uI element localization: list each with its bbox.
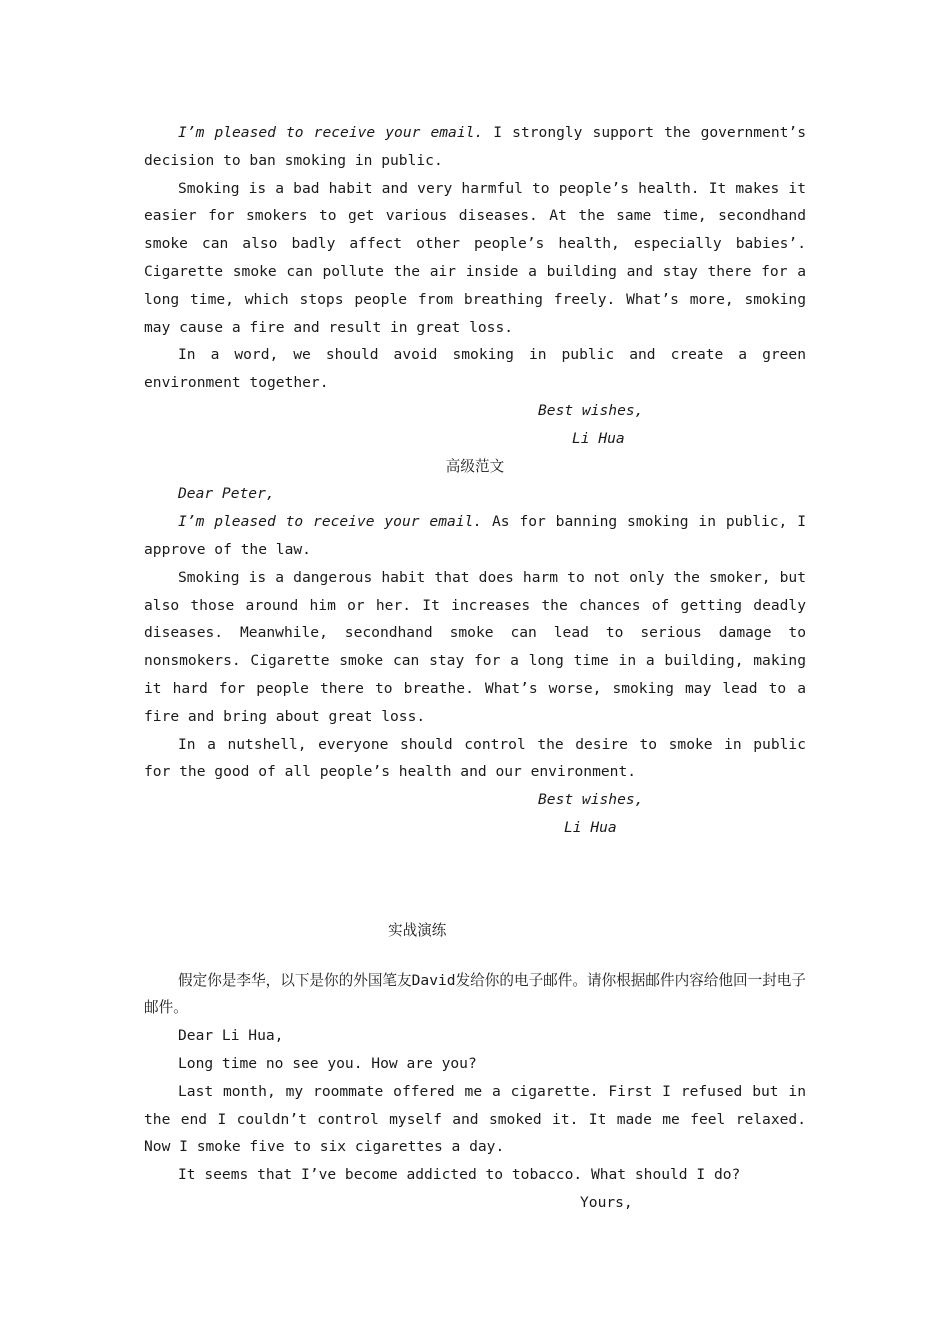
practice-instruction: 假定你是李华，以下是你的外国笔友David发给你的电子邮件。请你根据邮件内容给他回一封电子邮件。 bbox=[144, 971, 806, 1017]
essay2-opening-rest: As for banning smoking in public, I approve of the law. bbox=[144, 513, 806, 558]
practice-greeting: Dear Li Hua, bbox=[178, 1027, 284, 1045]
section-title-advanced: 高级范文 bbox=[445, 457, 505, 475]
essay1-opening-rest: I strongly support the government’s decision to ban smoking in public. bbox=[144, 124, 806, 169]
essay1-paragraph-1 bbox=[144, 119, 806, 175]
spacer bbox=[144, 842, 806, 917]
essay1-paragraph-3: In a word, we should avoid smoking in public and create a green environment together. bbox=[144, 346, 806, 392]
essay2-signature: Li Hua bbox=[564, 818, 617, 836]
essay2-closing: Best wishes, bbox=[538, 791, 644, 809]
practice-line-1: Long time no see you. How are you? bbox=[178, 1054, 477, 1072]
practice-closing: Yours, bbox=[580, 1193, 633, 1211]
essay2-opening-italic: I’m pleased to receive your email. bbox=[178, 513, 483, 531]
essay1-signature: Li Hua bbox=[572, 429, 625, 447]
essay2-greeting: Dear Peter, bbox=[178, 485, 275, 503]
section-title-practice: 实战演练 bbox=[388, 921, 447, 939]
essay1-paragraph-2: Smoking is a bad habit and very harmful to people’s health. It makes it easier for smokers to get various diseases. At the same time, secondhand smoke can also badly affect other people’s health, especially babies’. Cigarette smoke can pollute the air inside a building and stay there for a long time, which stops people from breathing freely. What’s more, smoking may cause a fire and result in great loss. bbox=[144, 179, 806, 336]
essay1-opening-italic: I’m pleased to receive your email. bbox=[178, 124, 484, 141]
essay2-paragraph-1 bbox=[144, 508, 806, 564]
essay2-paragraph-2: Smoking is a dangerous habit that does harm to not only the smoker, but also those around him or her. It increases the chances of getting deadly diseases. Meanwhile, secondhand smoke can lead to serious damage to nonsmokers. Cigarette smoke can stay for a long time in a building, making it hard for people there to breathe. What’s worse, smoking may lead to a fire and bring about great loss. bbox=[144, 568, 806, 725]
practice-line-3: It seems that I’ve become addicted to tobacco. What should I do? bbox=[178, 1166, 741, 1184]
practice-line-2: Last month, my roommate offered me a cigarette. First I refused but in the end I couldn’t control myself and smoked it. It made me feel relaxed. Now I smoke five to six cigarettes a day. bbox=[144, 1082, 806, 1156]
spacer bbox=[144, 945, 806, 967]
essay1-closing: Best wishes, bbox=[538, 401, 644, 419]
document-page bbox=[144, 119, 806, 1217]
essay2-paragraph-3: In a nutshell, everyone should control the desire to smoke in public for the good of all people’s health and our environment. bbox=[144, 735, 806, 781]
